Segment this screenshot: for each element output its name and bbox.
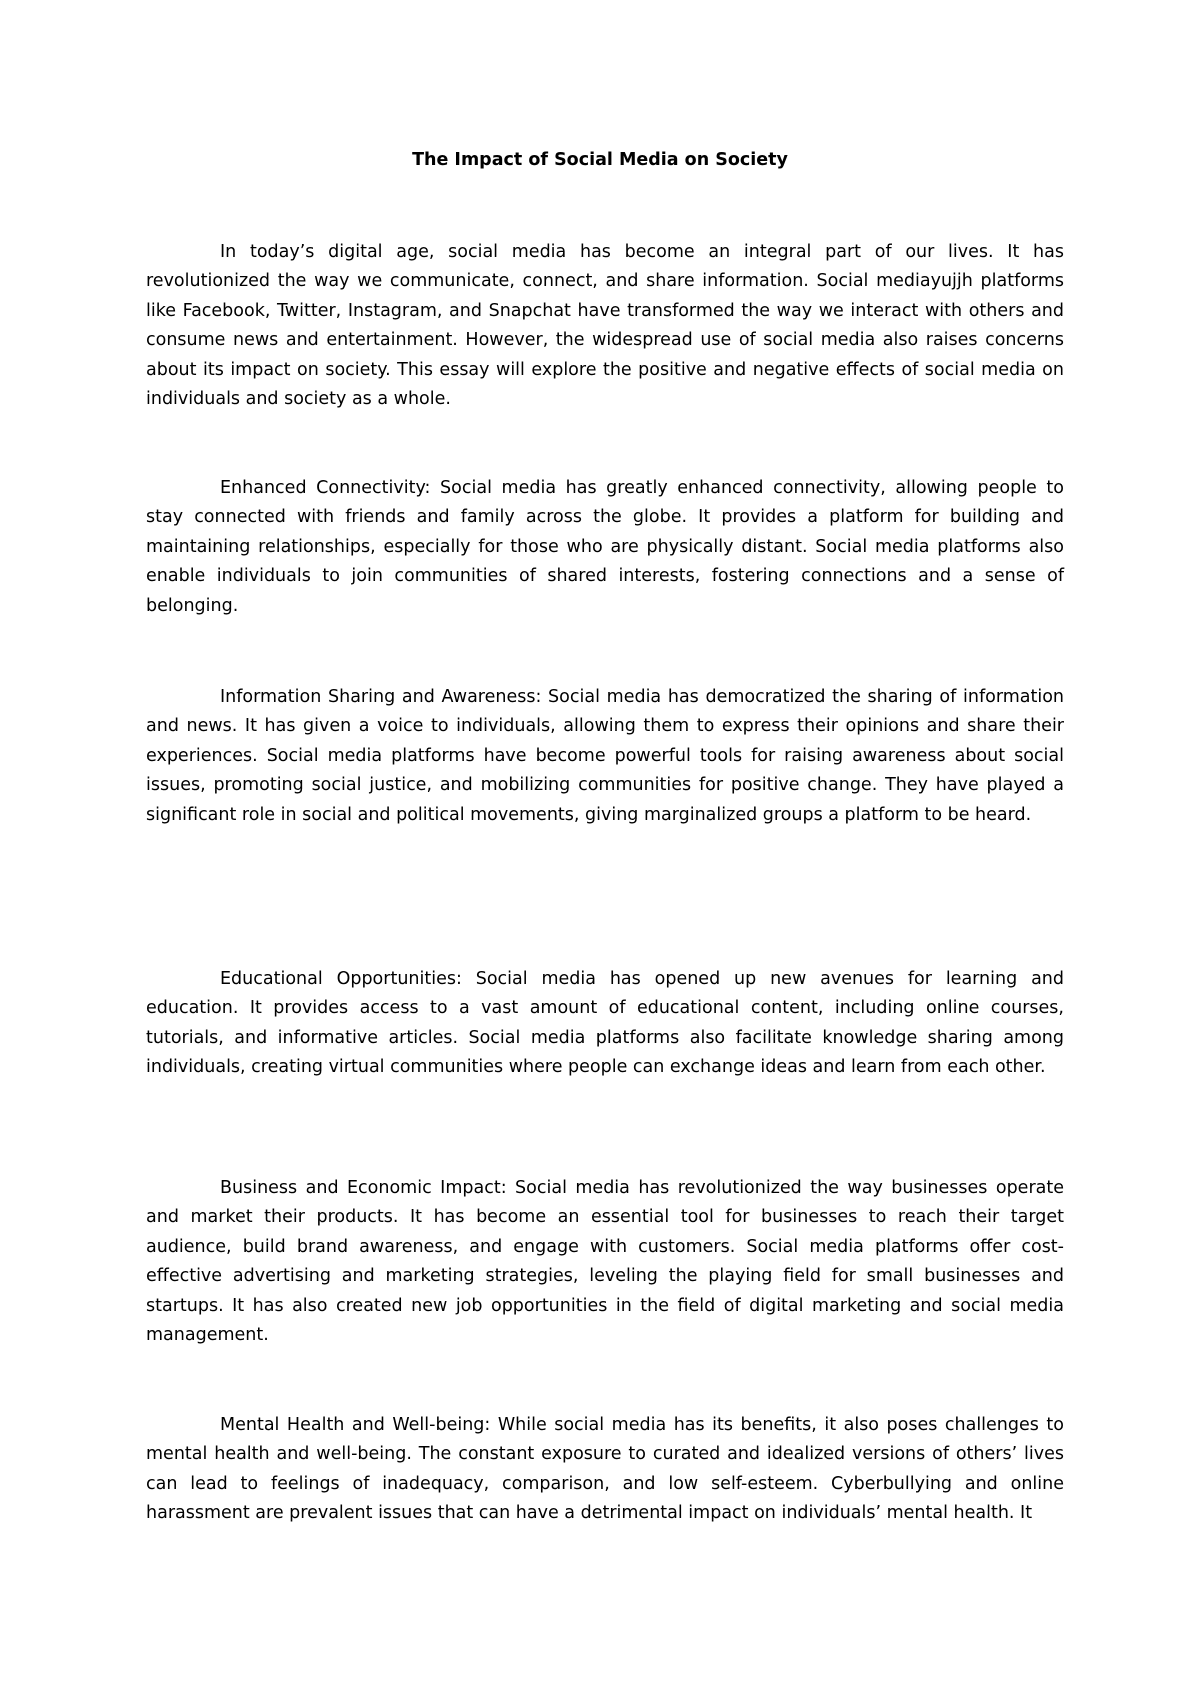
paragraph-business-economic-impact: Business and Economic Impact: Social media has revolutionized the way businesses operate and market their products. It has become an essential tool for businesses to reach their target audience, build brand awareness, and engage with customers. Social media platforms offer cost-effective advertising and marketing strategies, leveling the playing field for small businesses and startups. It has also created new job opportunities in the field of digital marketing and social media management. xyxy=(146,1178,1064,1346)
paragraph-information-sharing: Information Sharing and Awareness: Social media has democratized the sharing of information and news. It has given a voice to individuals, allowing them to express their opinions and share their experiences. Social media platforms have become powerful tools for raising awareness about social issues, promoting social justice, and mobilizing communities for positive change. They have played a significant role in social and political movements, giving marginalized groups a platform to be heard. xyxy=(146,687,1064,825)
paragraph-introduction: In today’s digital age, social media has become an integral part of our lives. It has revolutionized the way we communicate, connect, and share information. Social mediayujjh platforms like Facebook, Twitter, Instagram, and Snapchat have transformed the way we interact with others and consume news and entertainment. However, the widespread use of social media also raises concerns about its impact on society. This essay will explore the positive and negative effects of social media on individuals and society as a whole. xyxy=(146,242,1064,410)
paragraph-mental-health: Mental Health and Well-being: While social media has its benefits, it also poses challenges to mental health and well-being. The constant exposure to curated and idealized versions of others’ lives can lead to feelings of inadequacy, comparison, and low self-esteem. Cyberbullying and online harassment are prevalent issues that can have a detrimental impact on individuals’ mental health. It xyxy=(146,1415,1064,1524)
paragraph-enhanced-connectivity: Enhanced Connectivity: Social media has greatly enhanced connectivity, allowing people to stay connected with friends and family across the globe. It provides a platform for building and maintaining relationships, especially for those who are physically distant. Social media platforms also enable individuals to join communities of shared interests, fostering connections and a sense of belonging. xyxy=(146,478,1064,616)
document-title: The Impact of Social Media on Society xyxy=(412,150,788,170)
paragraph-educational-opportunities: Educational Opportunities: Social media has opened up new avenues for learning and education. It provides access to a vast amount of educational content, including online courses, tutorials, and informative articles. Social media platforms also facilitate knowledge sharing among individuals, creating virtual communities where people can exchange ideas and learn from each other. xyxy=(146,969,1064,1078)
